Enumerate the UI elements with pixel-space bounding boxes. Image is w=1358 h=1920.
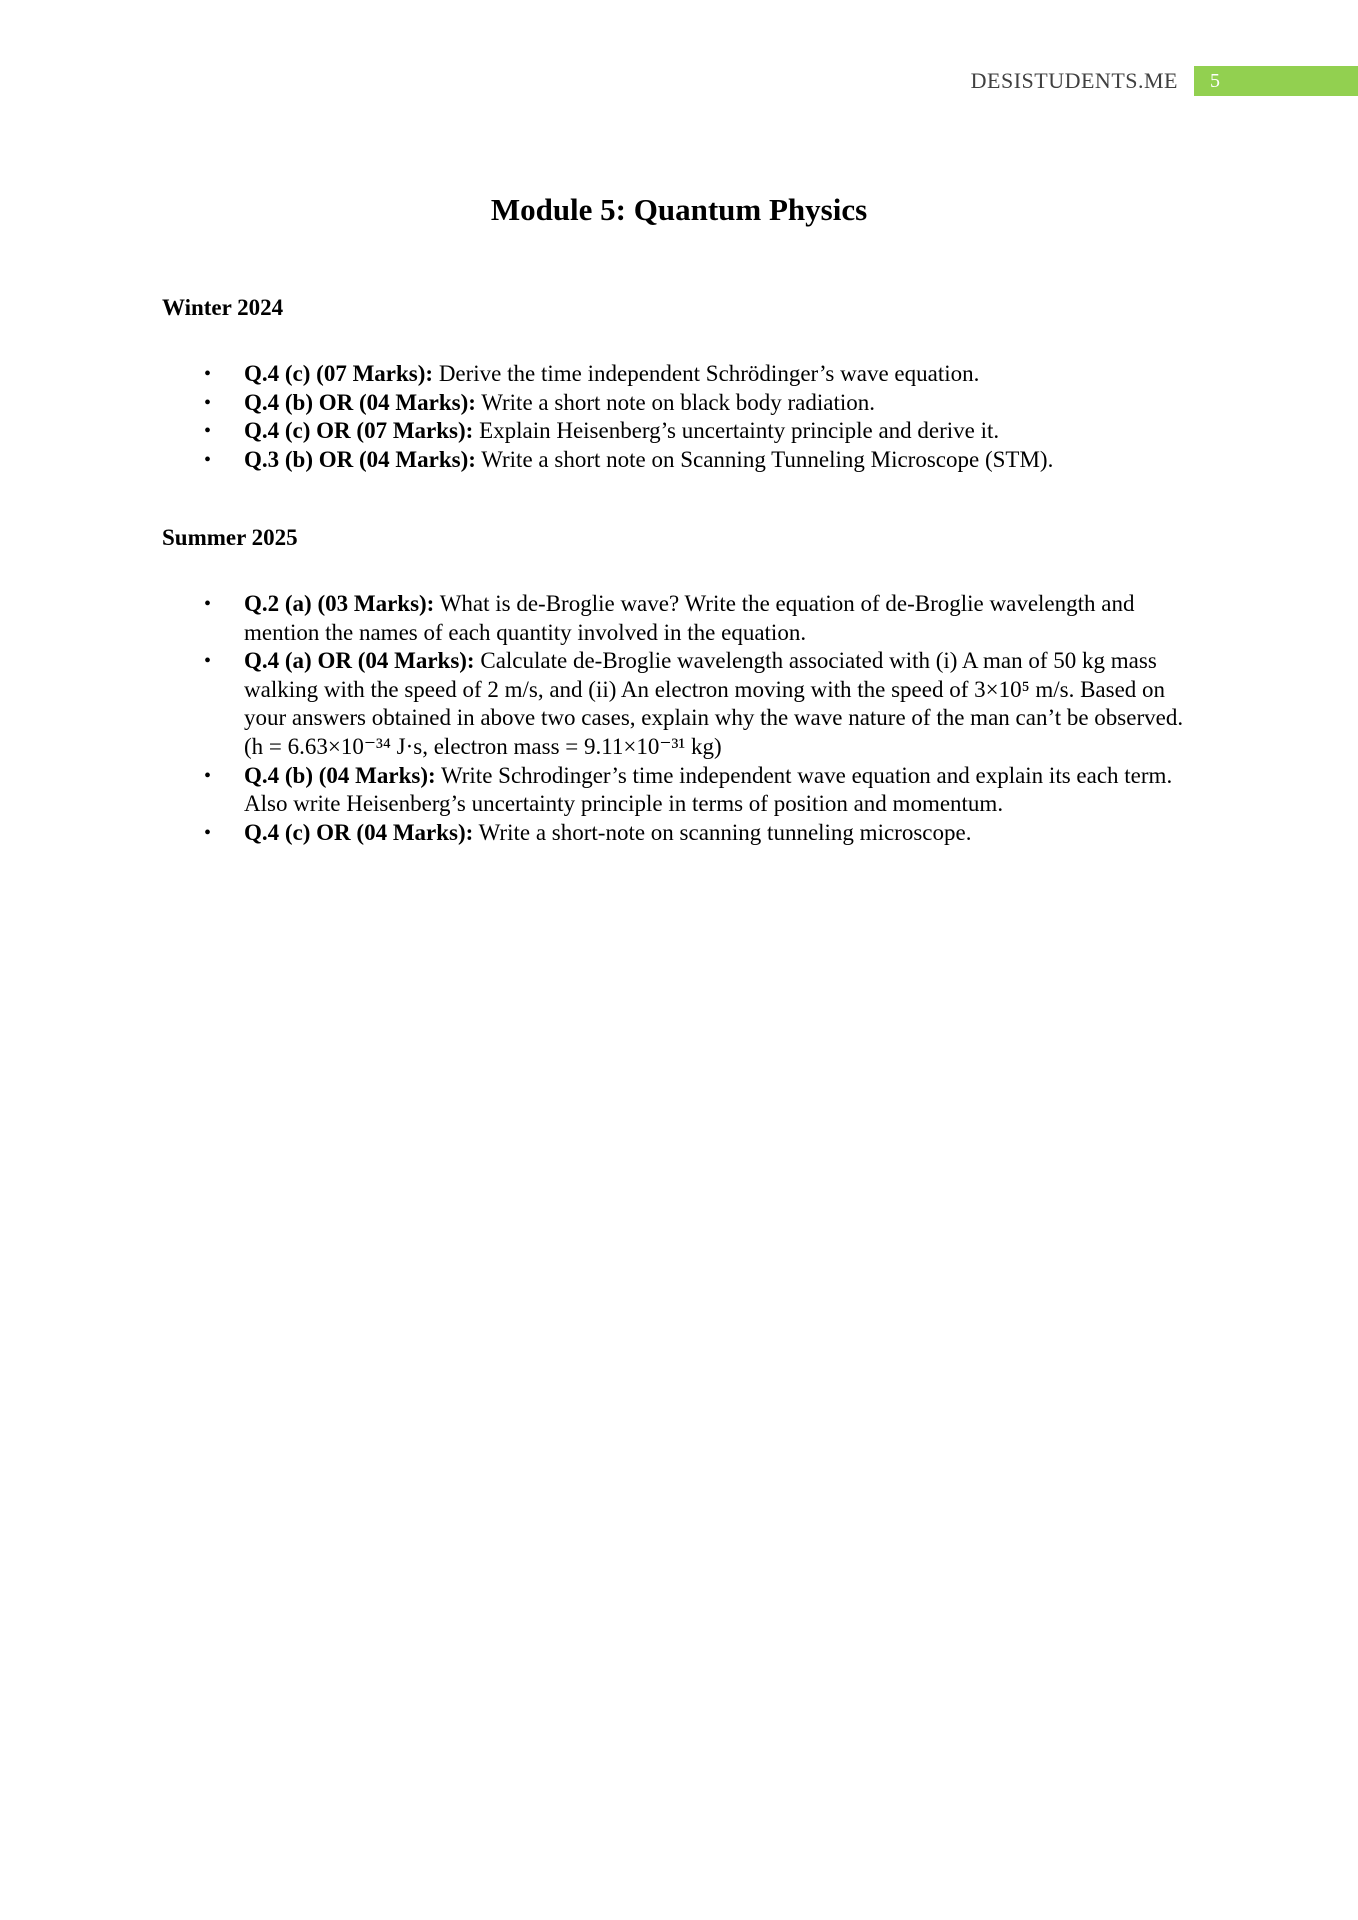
page-title: Module 5: Quantum Physics	[490, 192, 868, 227]
question-text: Write Schrodinger’s time independent wave equation and explain its each term. Also write Heisenberg’s uncertainty principle in terms of position and momentum.	[244, 762, 1173, 817]
question-label: Q.4 (c) (07 Marks):	[244, 361, 434, 386]
question-label: Q.4 (b) OR (04 Marks):	[244, 389, 476, 415]
bullet-icon: •	[204, 593, 212, 615]
question-item	[162, 590, 1202, 647]
question-label: Q.3 (b) OR (04 Marks):	[244, 446, 476, 472]
question-text: Write a short-note on scanning tunneling microscope.	[473, 819, 972, 845]
question-list	[162, 360, 1202, 474]
bullet-icon: •	[204, 363, 212, 385]
bullet-icon: •	[204, 821, 212, 844]
bullet-icon: •	[204, 764, 212, 787]
section-heading: Winter 2024	[162, 295, 284, 320]
question-item	[162, 647, 1202, 761]
bullet-icon: •	[204, 650, 212, 673]
question-label: Q.4 (b) (04 Marks):	[244, 762, 436, 788]
section-summer-2025	[162, 524, 1202, 847]
page-number-badge: 5	[1194, 66, 1358, 96]
question-item	[162, 389, 1202, 418]
bullet-icon: •	[204, 391, 212, 414]
question-item	[162, 446, 1202, 475]
question-text: Explain Heisenberg’s uncertainty principle and derive it.	[473, 418, 1000, 444]
question-item	[162, 819, 1202, 848]
question-text: Calculate de-Broglie wavelength associated with (i) A man of 50 kg mass walking with the speed of 2 m/s, and (ii) An electron moving with the speed of 3×10⁵ m/s. Based on your answers obtained in above two cases, explain why the wave nature of the man can’t be observed. (h = 6.63×10⁻³⁴ J·s, electron mass = 9.11×10⁻³¹ kg)	[244, 648, 1184, 759]
section-winter-2024	[162, 294, 1202, 474]
page-header	[971, 66, 1358, 96]
site-name: DESISTUDENTS.ME	[970, 68, 1178, 93]
bullet-icon: •	[204, 420, 212, 443]
question-text: Write a short note on Scanning Tunneling Microscope (STM).	[475, 446, 1054, 472]
question-item	[162, 762, 1202, 819]
question-item	[162, 417, 1202, 446]
question-label: Q.2 (a) (03 Marks):	[244, 591, 435, 616]
question-label: Q.4 (c) OR (07 Marks):	[244, 418, 474, 444]
question-item	[162, 360, 1202, 389]
question-list	[162, 590, 1202, 847]
question-text: Derive the time independent Schrödinger’s wave equation.	[433, 361, 980, 386]
question-text: What is de-Broglie wave? Write the equation of de-Broglie wavelength and mention the names of each quantity involved in the equation.	[244, 591, 1135, 645]
question-text: Write a short note on black body radiation.	[475, 389, 876, 415]
bullet-icon: •	[204, 448, 212, 471]
question-label: Q.4 (a) OR (04 Marks):	[244, 648, 475, 674]
question-label: Q.4 (c) OR (04 Marks):	[244, 819, 474, 845]
section-heading: Summer 2025	[162, 525, 298, 550]
